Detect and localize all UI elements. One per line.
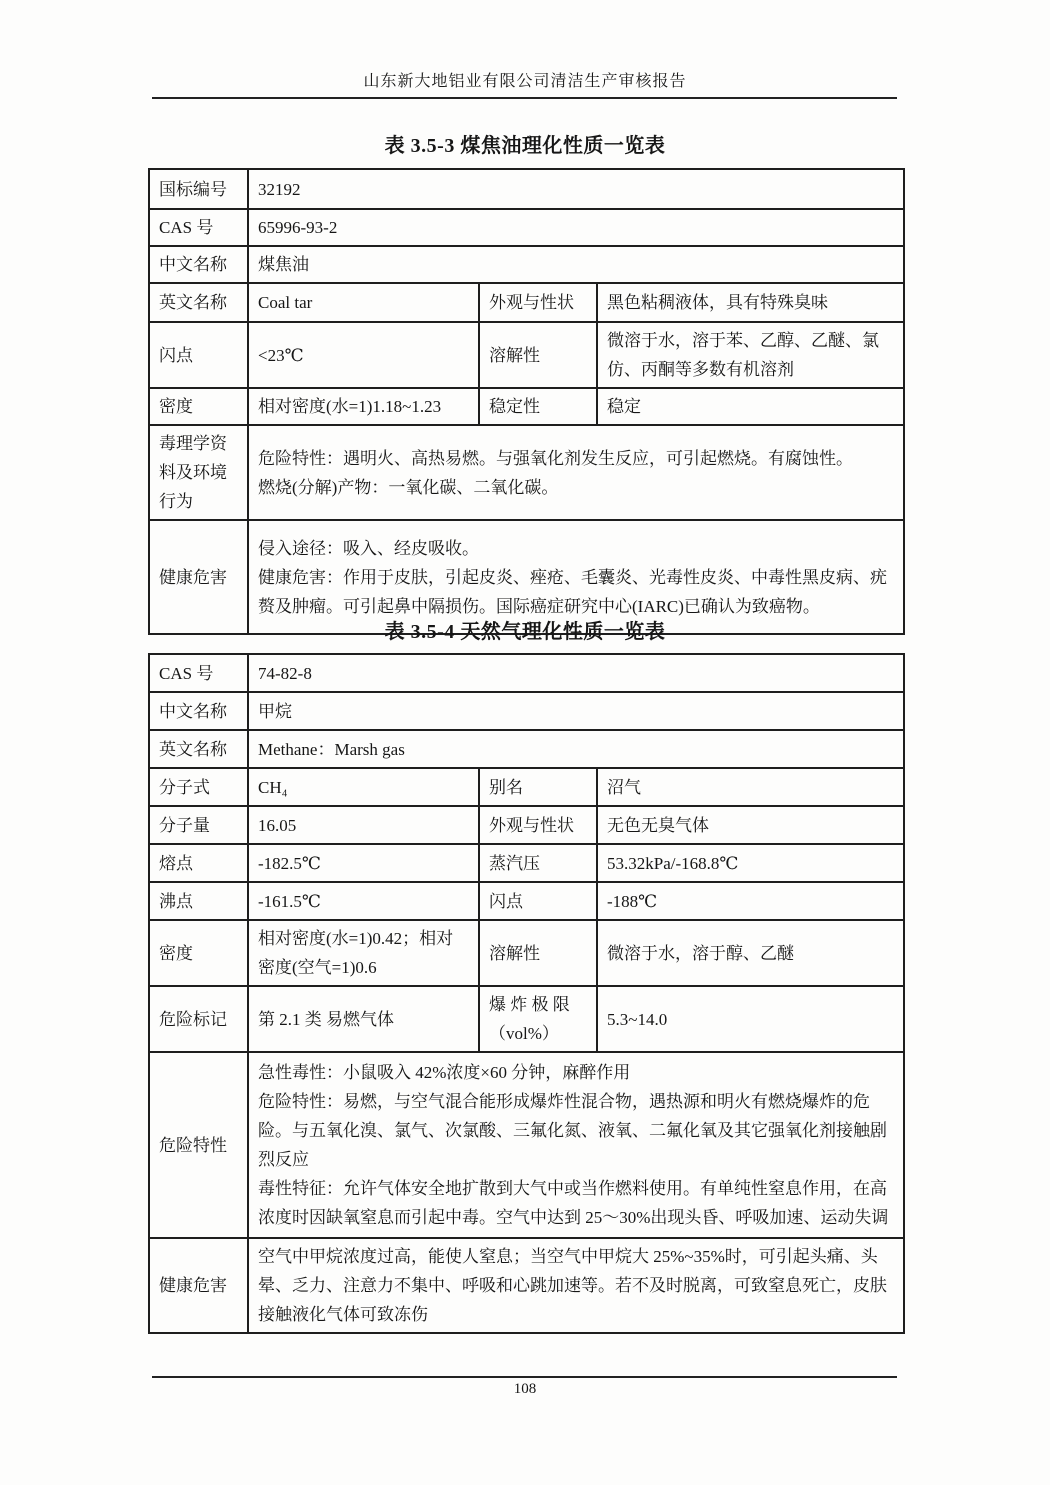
toxicology-line-2: 燃烧(分解)产物：一氧化碳、二氧化碳。: [258, 477, 559, 497]
page-header-title: 山东新大地铝业有限公司清洁生产审核报告: [363, 73, 687, 90]
gb-code-label: 国标编号: [149, 169, 248, 209]
health-hazard-line-2: 健康危害：作用于皮肤，引起皮炎、痤疮、毛囊炎、光毒性皮炎、中毒性黑皮病、疣赘及肿瘤。可引起鼻中隔损伤。国际癌症研究中心(IARC)已确认为致癌物。: [258, 567, 887, 616]
health-hazard-line-1: 侵入途径：吸入、经皮吸收。: [258, 538, 479, 558]
density-value: 相对密度(水=1)1.18~1.23: [248, 388, 479, 425]
hazard-traits-label: 危险特性: [149, 1052, 248, 1238]
page-number: 108: [513, 1381, 537, 1397]
mol-weight-value: 16.05: [248, 806, 479, 844]
vapor-pressure-value: 53.32kPa/-168.8℃: [597, 844, 904, 882]
melting-point-value: -182.5℃: [248, 844, 479, 882]
health-hazard-label: 健康危害: [149, 520, 248, 634]
health-hazard-label: 健康危害: [149, 1238, 248, 1333]
toxicology-line-1: 危险特性：遇明火、高热易燃。与强氧化剂发生反应，可引起燃烧。有腐蚀性。: [258, 448, 853, 468]
footer-rule: [152, 1376, 897, 1378]
stability-label: 稳定性: [479, 388, 597, 425]
flash-point-value: -188℃: [597, 882, 904, 920]
boiling-point-label: 沸点: [149, 882, 248, 920]
table-row: [149, 844, 904, 882]
toxicology-value: [248, 425, 904, 520]
table-row: [149, 882, 904, 920]
solubility-value: 微溶于水，溶于苯、乙醇、乙醚、氯仿、丙酮等多数有机溶剂: [597, 322, 904, 388]
table-row: [149, 283, 904, 322]
table-row: [149, 246, 904, 283]
density-value: 相对密度(水=1)0.42；相对密度(空气=1)0.6: [248, 920, 479, 986]
table-row: [149, 425, 904, 520]
table-row: [149, 806, 904, 844]
vapor-pressure-label: 蒸汽压: [479, 844, 597, 882]
appearance-label: 外观与性状: [479, 283, 597, 322]
hazard-traits-line-1: 急性毒性：小鼠吸入 42%浓度×60 分钟，麻醉作用: [258, 1063, 631, 1082]
melting-point-label: 熔点: [149, 844, 248, 882]
table-row: [149, 1052, 904, 1238]
cas-value: 74-82-8: [248, 654, 904, 692]
table-row: [149, 209, 904, 246]
solubility-label: 溶解性: [479, 322, 597, 388]
table-row: [149, 654, 904, 692]
mol-weight-label: 分子量: [149, 806, 248, 844]
cas-label: CAS 号: [149, 209, 248, 246]
toxicology-label: 毒理学资料及环境行为: [149, 425, 248, 520]
en-name-label: 英文名称: [149, 283, 248, 322]
en-name-label: 英文名称: [149, 730, 248, 768]
hazard-traits-line-2: 危险特性：易燃，与空气混合能形成爆炸性混合物，遇热源和明火有燃烧爆炸的危险。与五氧化溴、氯气、次氯酸、三氟化氮、液氧、二氟化氧及其它强氧化剂接触剧烈反应: [258, 1092, 887, 1169]
natural-gas-properties-table: [148, 653, 905, 1334]
density-label: 密度: [149, 920, 248, 986]
density-label: 密度: [149, 388, 248, 425]
natural-gas-table-caption: 表 3.5-4 天然气理化性质一览表: [384, 621, 666, 643]
hazard-mark-label: 危险标记: [149, 986, 248, 1052]
hazard-traits-value: [248, 1052, 904, 1238]
flash-point-label: 闪点: [149, 322, 248, 388]
table-row: [149, 169, 904, 209]
en-name-value: Methane：Marsh gas: [248, 730, 904, 768]
gb-code-value: 32192: [248, 169, 904, 209]
stability-value: 稳定: [597, 388, 904, 425]
health-hazard-value: 空气中甲烷浓度过高，能使人窒息；当空气中甲烷大 25%~35%时，可引起头痛、头晕、乏力、注意力不集中、呼吸和心跳加速等。若不及时脱离，可致窒息死亡，皮肤接触液化气体可致冻伤: [248, 1238, 904, 1333]
table-row: [149, 1238, 904, 1333]
table-row: [149, 986, 904, 1052]
cn-name-value: 甲烷: [248, 692, 904, 730]
flash-point-label: 闪点: [479, 882, 597, 920]
table-row: [149, 768, 904, 806]
flash-point-value: <23℃: [248, 322, 479, 388]
cn-name-label: 中文名称: [149, 692, 248, 730]
header-rule: [152, 97, 897, 99]
en-name-value: Coal tar: [248, 283, 479, 322]
formula-value: CH₄: [248, 768, 479, 806]
cas-value: 65996-93-2: [248, 209, 904, 246]
appearance-label: 外观与性状: [479, 806, 597, 844]
table-row: [149, 730, 904, 768]
cn-name-value: 煤焦油: [248, 246, 904, 283]
alias-label: 别名: [479, 768, 597, 806]
explosion-limit-value: 5.3~14.0: [597, 986, 904, 1052]
coal-tar-table-caption: 表 3.5-3 煤焦油理化性质一览表: [384, 135, 666, 157]
table-row: [149, 920, 904, 986]
table-row: [149, 388, 904, 425]
appearance-value: 黑色粘稠液体，具有特殊臭味: [597, 283, 904, 322]
table-row: [149, 692, 904, 730]
cas-label: CAS 号: [149, 654, 248, 692]
alias-value: 沼气: [597, 768, 904, 806]
coal-tar-properties-table: [148, 168, 905, 635]
solubility-value: 微溶于水，溶于醇、乙醚: [597, 920, 904, 986]
cn-name-label: 中文名称: [149, 246, 248, 283]
table-row: [149, 322, 904, 388]
boiling-point-value: -161.5℃: [248, 882, 479, 920]
solubility-label: 溶解性: [479, 920, 597, 986]
hazard-mark-value: 第 2.1 类 易燃气体: [248, 986, 479, 1052]
hazard-traits-line-3: 毒性特征：允许气体安全地扩散到大气中或当作燃料使用。有单纯性窒息作用，在高浓度时因缺氧窒息而引起中毒。空气中达到 25～30%出现头昏、呼吸加速、运动失调: [258, 1179, 889, 1227]
appearance-value: 无色无臭气体: [597, 806, 904, 844]
explosion-limit-label: 爆 炸 极 限 （vol%）: [479, 986, 597, 1052]
formula-label: 分子式: [149, 768, 248, 806]
